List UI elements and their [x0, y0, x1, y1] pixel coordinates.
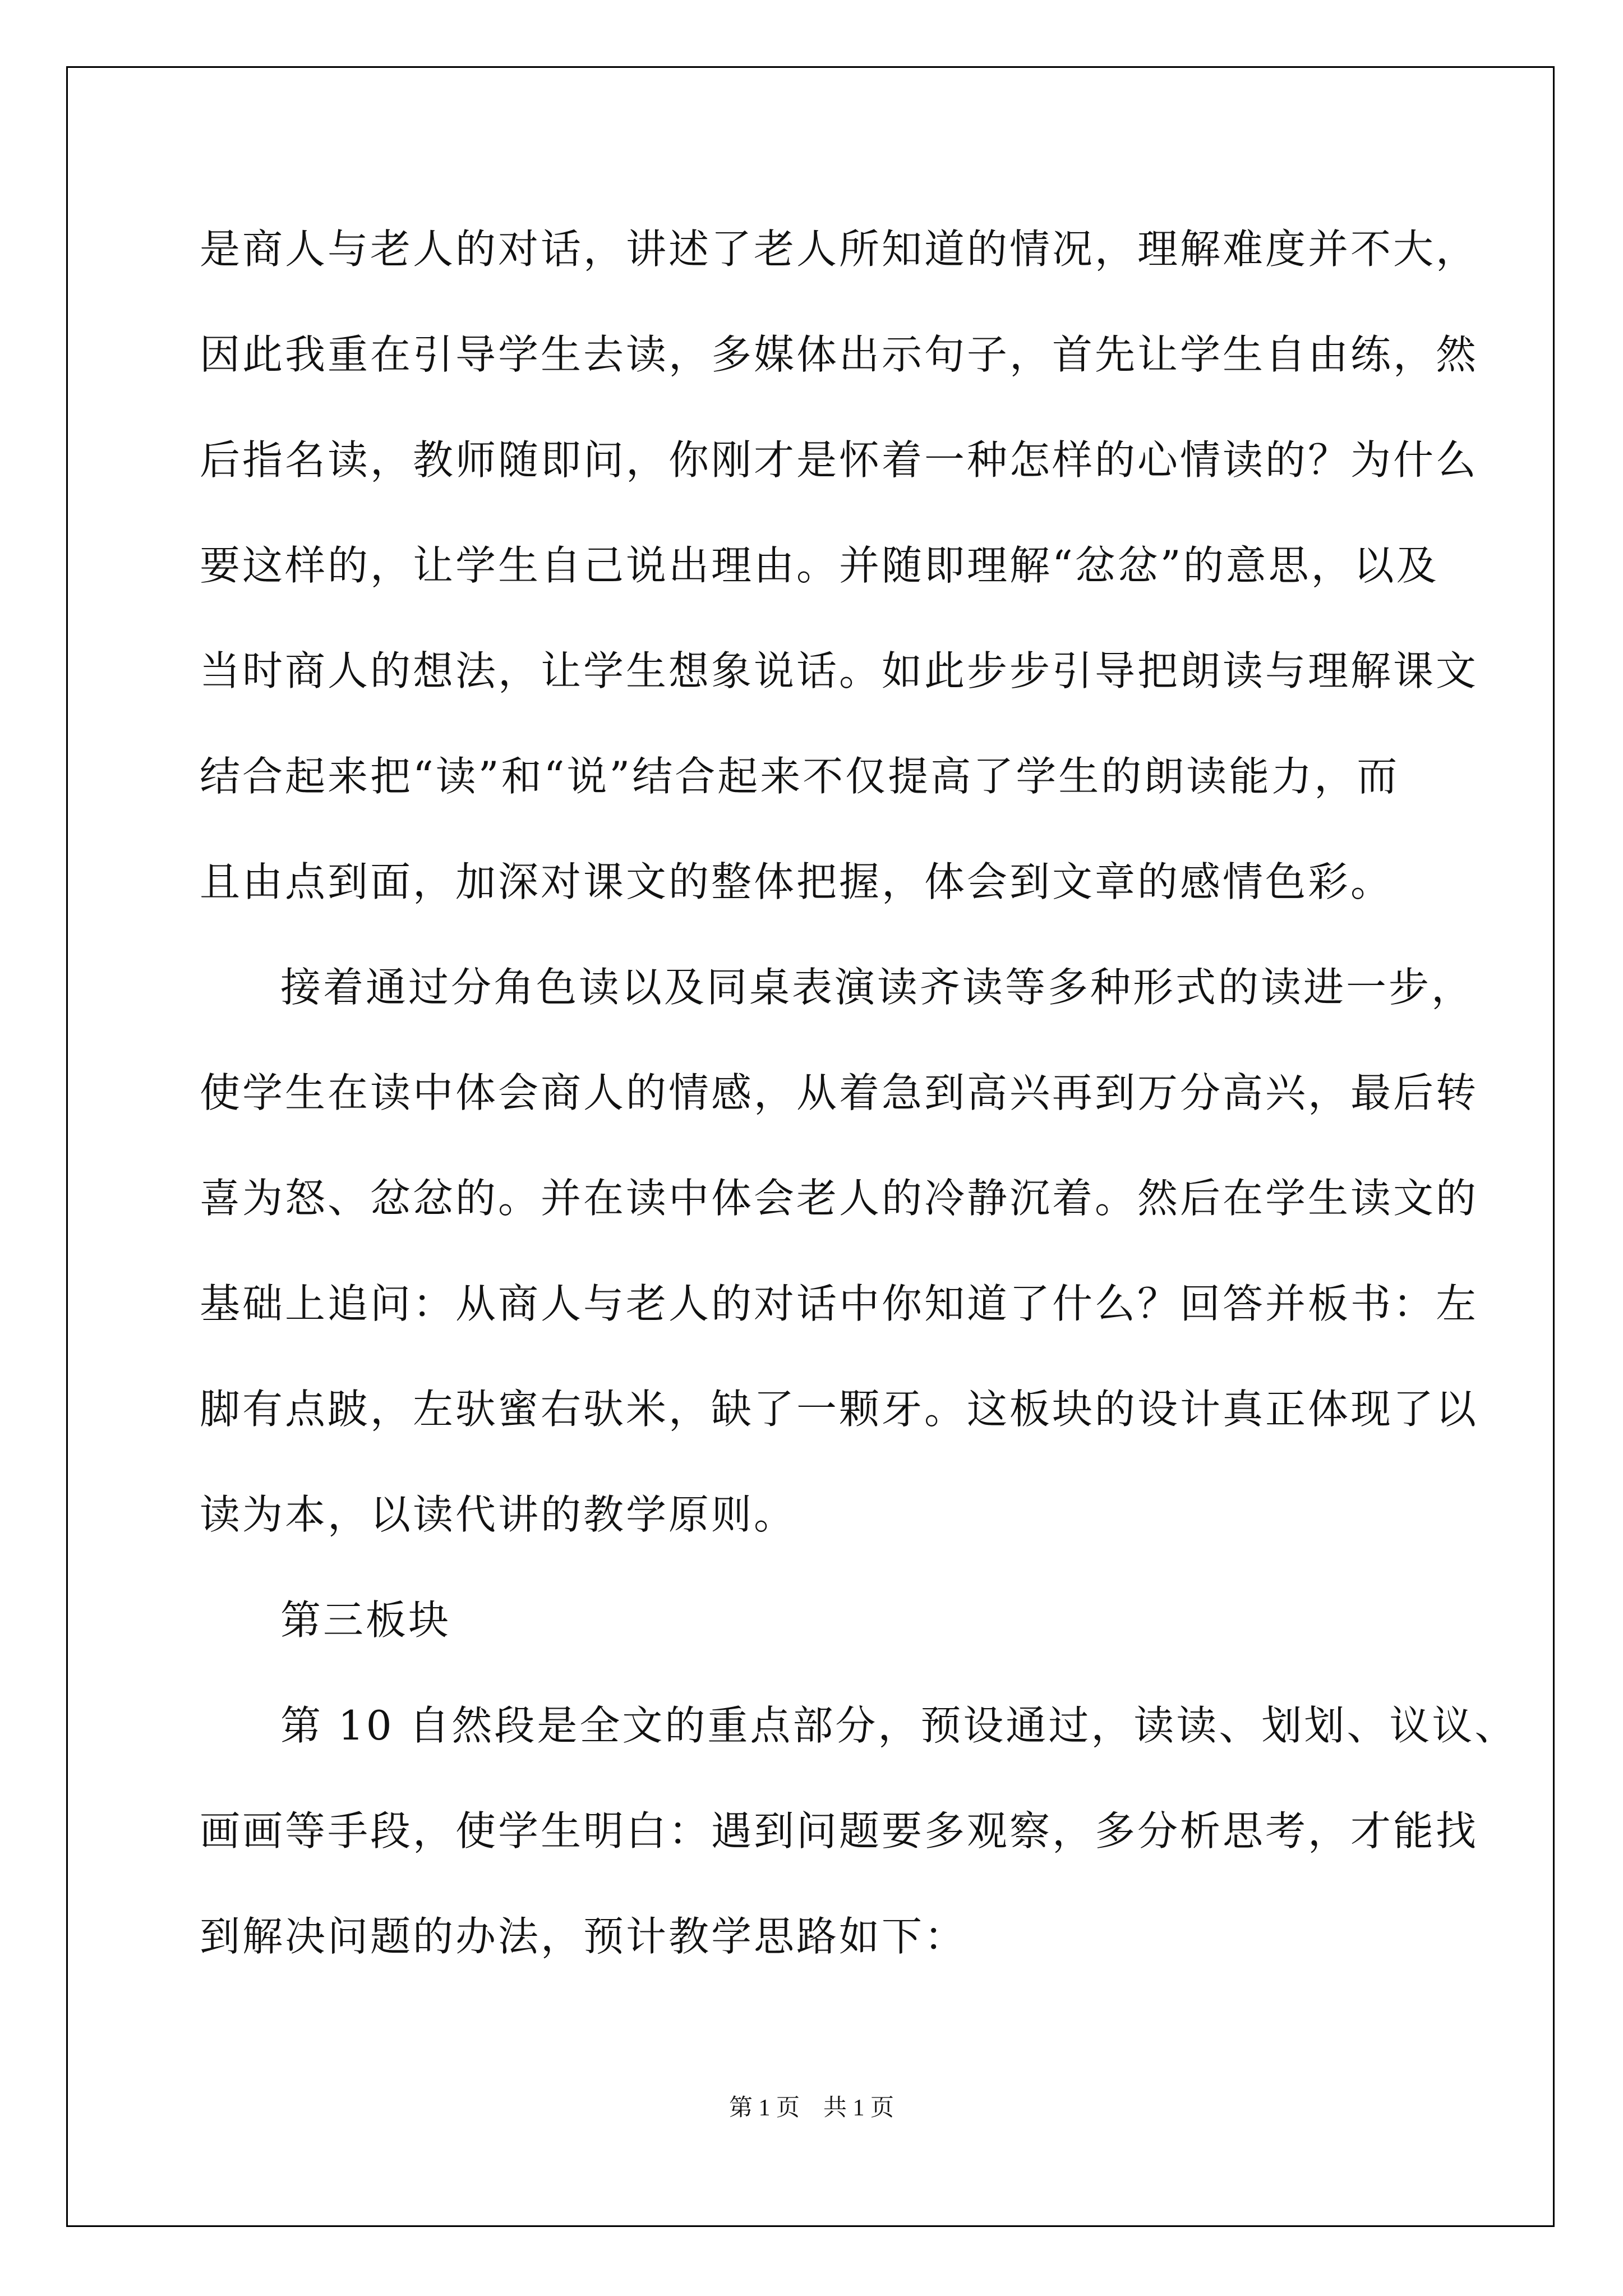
text-line: 因此我重在引导学生去读，多媒体出示句子，首先让学生自由练，然: [200, 331, 1479, 378]
text-line: 后指名读，教师随即问，你刚才是怀着一种怎样的心情读的？为什么: [200, 436, 1479, 484]
paragraph-start-line: 接着通过分角色读以及同桌表演读齐读等多种形式的读进一步，: [280, 964, 1474, 1011]
text-line: 且由点到面，加深对课文的整体把握，体会到文章的感情色彩。: [200, 858, 1394, 905]
text-line: 脚有点跛，左驮蜜右驮米，缺了一颗牙。这板块的设计真正体现了以: [200, 1386, 1479, 1433]
page-number-footer: 第 1 页 共 1 页: [728, 2095, 894, 2121]
section-heading: 第三板块: [280, 1596, 451, 1644]
text-line: 喜为怒、忿忿的。并在读中体会老人的冷静沉着。然后在学生读文的: [200, 1175, 1479, 1222]
text-line: 到解决问题的办法，预计教学思路如下：: [200, 1913, 967, 1960]
text-line: 画画等手段，使学生明白：遇到问题要多观察，多分析思考，才能找: [200, 1807, 1479, 1855]
text-line: 基础上追问：从商人与老人的对话中你知道了什么？回答并板书：左: [200, 1280, 1479, 1327]
text-line: 要这样的，让学生自己说出理由。并随即理解“忿忿”的意思，以及: [200, 542, 1439, 589]
text-line: 当时商人的想法，让学生想象说话。如此步步引导把朗读与理解课文: [200, 647, 1479, 694]
paragraph-start-line: 第 10 自然段是全文的重点部分，预设通过，读读、划划、议议、: [280, 1702, 1518, 1749]
text-line: 读为本，以读代讲的教学原则。: [200, 1491, 797, 1538]
text-line: 结合起来把“读”和“说”结合起来不仅提高了学生的朗读能力，而: [200, 753, 1400, 800]
text-line: 使学生在读中体会商人的情感，从着急到高兴再到万分高兴，最后转: [200, 1069, 1479, 1116]
text-line: 是商人与老人的对话，讲述了老人所知道的情况，理解难度并不大，: [200, 226, 1479, 273]
